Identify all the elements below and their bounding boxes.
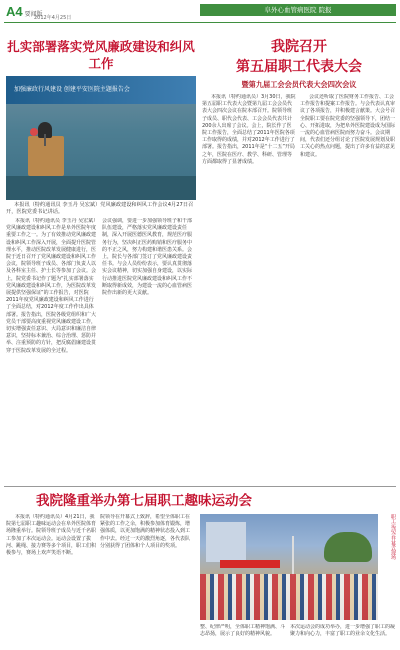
article-c-photo-caption: 职工运动会开幕式现场: [390, 514, 396, 559]
microphone: [44, 134, 46, 146]
article-b-body-col2: 会议还听取了医院财务工作报告、工会工作报告和提案工作报告。与会代表认真审议了各项报告，并积极建言献策。大会号召全院职工要在院党委的坚强领导下，团结一心、开拓进取，为把阜外医院建设成为国际一流的心血管病医院而努力奋斗。会议期间，代表们还分组讨论了医院发展规划及职工关心的热点问题，提出了许多有益的意见和建议。: [300, 94, 396, 158]
building: [206, 522, 246, 562]
page-header: [0, 0, 400, 38]
issue-date: 2012年4月25日: [34, 15, 72, 21]
article-a-caption: 本报讯（特约通讯员 李玉丹 吴宏斌）党风廉政建设和纠风工作会议4月27日召开，医院党委书记讲话。: [6, 202, 194, 215]
article-b-headline-line1: 我院召开: [271, 39, 327, 55]
page-number: A4: [6, 4, 23, 19]
banner-text: 阜外心血管病医院 院报: [264, 6, 332, 14]
article-a-photo: [6, 76, 196, 200]
article-c-photo: [200, 514, 378, 620]
article-c-body-col1: 本报讯（特约通讯员）4月21日，我院第七届职工趣味运动会在阜外医院体育场隆重举行。院领导班子成员与近千名职工参加了本次运动会。运动会设置了拔河、跳绳、接力赛等多个项目，职工们积极参与，赛场上欢声笑语不断。: [6, 514, 96, 557]
article-c-body-col3: 整、纪律严明，全体职工精神饱满、斗志昂扬，展示了良好的精神风貌。: [200, 624, 286, 638]
red-banner: [220, 560, 280, 568]
article-b-body-col1: 本报讯（特约通讯员）3月30日，我院第五届职工代表大会暨第九届工会会员代表大会四次会议在院本部召开。院领导班子成员、职代会代表、工会会员代表共计200余人出席了会议。会上，院长作了医院工作报告，全面总结了2011年医院各项工作取得的成绩，并对2012年工作进行了部署。报告指出，2011年是“十二五”开局之年，医院在医疗、教学、科研、管理等方面都取得了显著成绩。: [202, 94, 296, 165]
section-divider: [4, 486, 396, 487]
article-a-headline: 扎实部署落实党风廉政建设和纠风工作: [7, 39, 195, 71]
podium: [28, 136, 64, 176]
flag-pole: [292, 536, 294, 576]
tree: [324, 532, 372, 562]
article-c-body-col4: 本次运动会的成功举办，进一步增强了职工的凝聚力和向心力，丰富了职工的业余文化生活。: [290, 624, 396, 638]
article-b-subhead: 暨第九届工会会员代表大会四次会议: [241, 80, 357, 89]
article-a-body-col1: 本报讯（特约通讯员 李玉丹 吴宏斌）党风廉政建设和纠风工作是阜外医院年度重要工作之一。为了有效推动党风廉政建设和纠风工作深入开展，全面提升医院管理水平，推动医院改革发展健康进行，医院于近日召开了党风廉政建设和纠风工作会议，院领导班子成员、各部门负责人以及各科室主任、护士长等参加了会议。会上，院党委书记作了题为“扎实部署落实党风廉政建设和纠风工作，为医院改革发展提供坚强保证”的工作报告，对医院2011年度党风廉政建设和纠风工作进行了全面总结，对2012年度工作作出具体部署。报告指出，医院各级党组织和广大党员干部要高度重视党风廉政建设工作，切实增强责任意识、大局意识和廉洁自律意识，坚持标本兼治、综合治理、惩防并举、注重预防的方针，把反腐倡廉建设贯穿于医院改革发展的全过程。: [6, 218, 97, 354]
stage-floor: [6, 176, 196, 200]
article-c-body-col2: 院领导在开幕式上致辞，希望全体职工在紧张的工作之余，积极参加体育锻炼，增强体质，以更加饱满的精神状态投入到工作中去。经过一天的激烈角逐，各代表队分别获得了团体和个人项目的奖项。: [100, 514, 190, 549]
backdrop-text: 加强廉政行风建设 创建平安医院主题报告会: [14, 86, 130, 93]
page-label: 要闻版: [24, 12, 43, 18]
article-c-headline: 我院隆重举办第七届职工趣味运动会: [36, 493, 252, 509]
header-rule: [4, 22, 396, 23]
flowers: [30, 128, 38, 136]
article-b-headline-line2: 第五届职工代表大会: [236, 59, 362, 75]
athletes-crowd: [200, 574, 378, 620]
section-banner: [200, 4, 396, 16]
article-a-body-col2: 会议强调，要进一步加强领导班子和干部队伍建设，严格落实党风廉政建设责任制，深入开展医德医风教育，规范医疗服务行为，坚决纠正医药购销和医疗服务中的不正之风，努力构建和谐医患关系。会上，院长与各部门签订了党风廉政建设责任书。与会人员纷纷表示，要认真贯彻落实会议精神，切实加强自身建设，以实际行动推进医院党风廉政建设和纠风工作不断取得新成效，为建设一流的心血管病医院作出新的更大贡献。: [102, 218, 193, 297]
